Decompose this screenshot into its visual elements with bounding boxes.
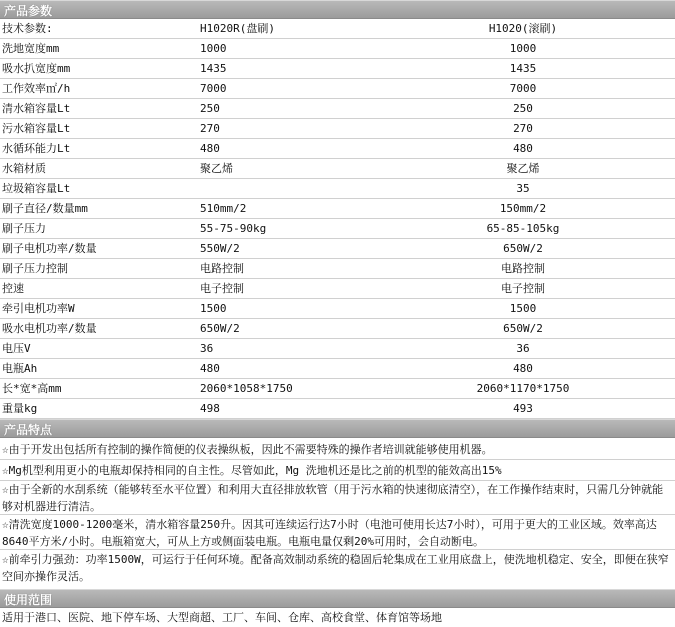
- features-section-title: 产品特点: [4, 423, 53, 437]
- param-value-h1020r: 650W/2: [200, 322, 240, 335]
- param-label: 电瓶Ah: [2, 362, 38, 375]
- param-label: 重量kg: [2, 402, 38, 415]
- usage-section-title: 使用范围: [4, 593, 53, 607]
- features-section-header: [0, 419, 675, 438]
- param-value-h1020r: 1500: [200, 302, 227, 315]
- param-label: 垃圾箱容量Lt: [2, 182, 71, 195]
- param-value-h1020r: 550W/2: [200, 242, 240, 255]
- param-label: 清水箱容量Lt: [2, 102, 71, 115]
- param-value-h1020r: 1000: [200, 42, 227, 55]
- param-value-h1020r: 电路控制: [200, 262, 244, 275]
- param-row: [0, 299, 675, 319]
- param-value-h1020: 7000: [509, 82, 537, 95]
- param-value-h1020: 聚乙烯: [506, 162, 540, 175]
- param-value-h1020r: 2060*1058*1750: [200, 382, 293, 395]
- param-label: 刷子压力控制: [2, 262, 68, 275]
- param-label: 水循环能力Lt: [2, 142, 71, 155]
- param-value-h1020r: 1435: [200, 62, 227, 75]
- param-label: 水箱材质: [2, 162, 46, 175]
- param-label: 控速: [2, 282, 24, 295]
- param-value-h1020: 650W/2: [503, 242, 543, 255]
- feature-text: ☆由于全新的水刮系统（能够转至水平位置）和利用大直径排放软管（用于污水箱的快速彻底清空），在工作操作结束时，只需几分钟就能够对机器进行清洁。: [2, 483, 664, 513]
- param-value-h1020r: 55-75-90kg: [200, 222, 267, 235]
- param-value-h1020: 270: [513, 122, 533, 135]
- param-label: 吸水电机功率/数量: [2, 322, 97, 335]
- param-label: 长*宽*高mm: [2, 382, 62, 395]
- param-row: [0, 279, 675, 299]
- param-row: [0, 379, 675, 399]
- param-value-h1020: 1500: [509, 302, 537, 315]
- param-value-h1020: 35: [516, 182, 530, 195]
- param-row: [0, 159, 675, 179]
- param-row: [0, 19, 675, 39]
- param-row: [0, 319, 675, 339]
- param-value-h1020r: H1020R(盘刷): [200, 22, 275, 35]
- param-value-h1020r: 250: [200, 102, 220, 115]
- param-value-h1020: 电子控制: [501, 282, 545, 295]
- feature-text: ☆清洗宽度1000-1200毫米，清水箱容量250升。因其可连续运行达7小时（电池可使用长达7小时），可用于更大的工业区域。效率高达8640平方米/小时。电瓶箱宽大，可从上方或侧面装电瓶。电瓶电量仅剩20%可用时，会自动断电。: [2, 518, 657, 548]
- param-label: 刷子直径/数量mm: [2, 202, 88, 215]
- param-value-h1020: H1020(滚刷): [488, 22, 558, 35]
- usage-text: 适用于港口、医院、地下停车场、大型商超、工厂、车间、仓库、高校食堂、体育馆等场地: [2, 611, 442, 624]
- param-label: 污水箱容量Lt: [2, 122, 71, 135]
- param-value-h1020: 480: [513, 362, 533, 375]
- param-label: 吸水扒宽度mm: [2, 62, 71, 75]
- param-row: [0, 399, 675, 419]
- param-row: [0, 39, 675, 59]
- param-row: [0, 199, 675, 219]
- feature-item: [0, 439, 675, 460]
- feature-item: [0, 516, 675, 550]
- param-value-h1020r: 510mm/2: [200, 202, 247, 215]
- param-row: [0, 359, 675, 379]
- param-label: 牵引电机功率W: [2, 302, 75, 315]
- param-row: [0, 59, 675, 79]
- param-value-h1020r: 480: [200, 142, 220, 155]
- param-value-h1020: 2060*1170*1750: [476, 382, 570, 395]
- param-label: 洗地宽度mm: [2, 42, 60, 55]
- param-value-h1020r: 498: [200, 402, 220, 415]
- param-row: [0, 99, 675, 119]
- param-value-h1020r: 聚乙烯: [200, 162, 233, 175]
- feature-text: ☆前牵引力强劲：功率1500W，可运行于任何环境。配备高效制动系统的稳固后轮集成在工业用底盘上，使洗地机稳定、安全，即便在狭窄空间亦操作灵活。: [2, 553, 669, 583]
- param-value-h1020: 1435: [509, 62, 537, 75]
- param-value-h1020r: 480: [200, 362, 220, 375]
- param-value-h1020: 250: [513, 102, 533, 115]
- param-value-h1020r: 36: [200, 342, 214, 355]
- param-value-h1020: 1000: [509, 42, 537, 55]
- feature-item: [0, 481, 675, 515]
- param-label: 电压V: [2, 342, 31, 355]
- feature-item: [0, 460, 675, 481]
- param-label: 技术参数:: [2, 22, 53, 35]
- param-row: [0, 79, 675, 99]
- param-value-h1020: 480: [513, 142, 533, 155]
- param-value-h1020: 电路控制: [501, 262, 545, 275]
- param-value-h1020: 36: [516, 342, 530, 355]
- param-row: [0, 259, 675, 279]
- param-row: [0, 219, 675, 239]
- param-row: [0, 239, 675, 259]
- param-row: [0, 119, 675, 139]
- params-section-header: [0, 0, 675, 19]
- usage-section-header: [0, 589, 675, 608]
- params-section-title: 产品参数: [4, 4, 53, 18]
- feature-item: [0, 551, 675, 587]
- param-label: 刷子压力: [2, 222, 46, 235]
- param-value-h1020r: 7000: [200, 82, 227, 95]
- param-value-h1020: 65-85-105kg: [486, 222, 560, 235]
- param-value-h1020r: 270: [200, 122, 220, 135]
- param-row: [0, 139, 675, 159]
- param-row: [0, 179, 675, 199]
- param-row: [0, 339, 675, 359]
- param-value-h1020: 650W/2: [503, 322, 543, 335]
- param-value-h1020: 493: [513, 402, 533, 415]
- feature-text: ☆Mg机型利用更小的电瓶却保持相同的自主性。尽管如此，Mg 洗地机还是比之前的机型的能效高出15%: [2, 464, 502, 477]
- param-value-h1020r: 电子控制: [200, 282, 244, 295]
- param-label: 工作效率㎡/h: [2, 82, 71, 95]
- param-value-h1020: 150mm/2: [499, 202, 547, 215]
- param-label: 刷子电机功率/数量: [2, 242, 97, 255]
- feature-text: ☆由于开发出包括所有控制的操作简便的仪表操纵板，因此不需要特殊的操作者培训就能够使用机器。: [2, 443, 493, 456]
